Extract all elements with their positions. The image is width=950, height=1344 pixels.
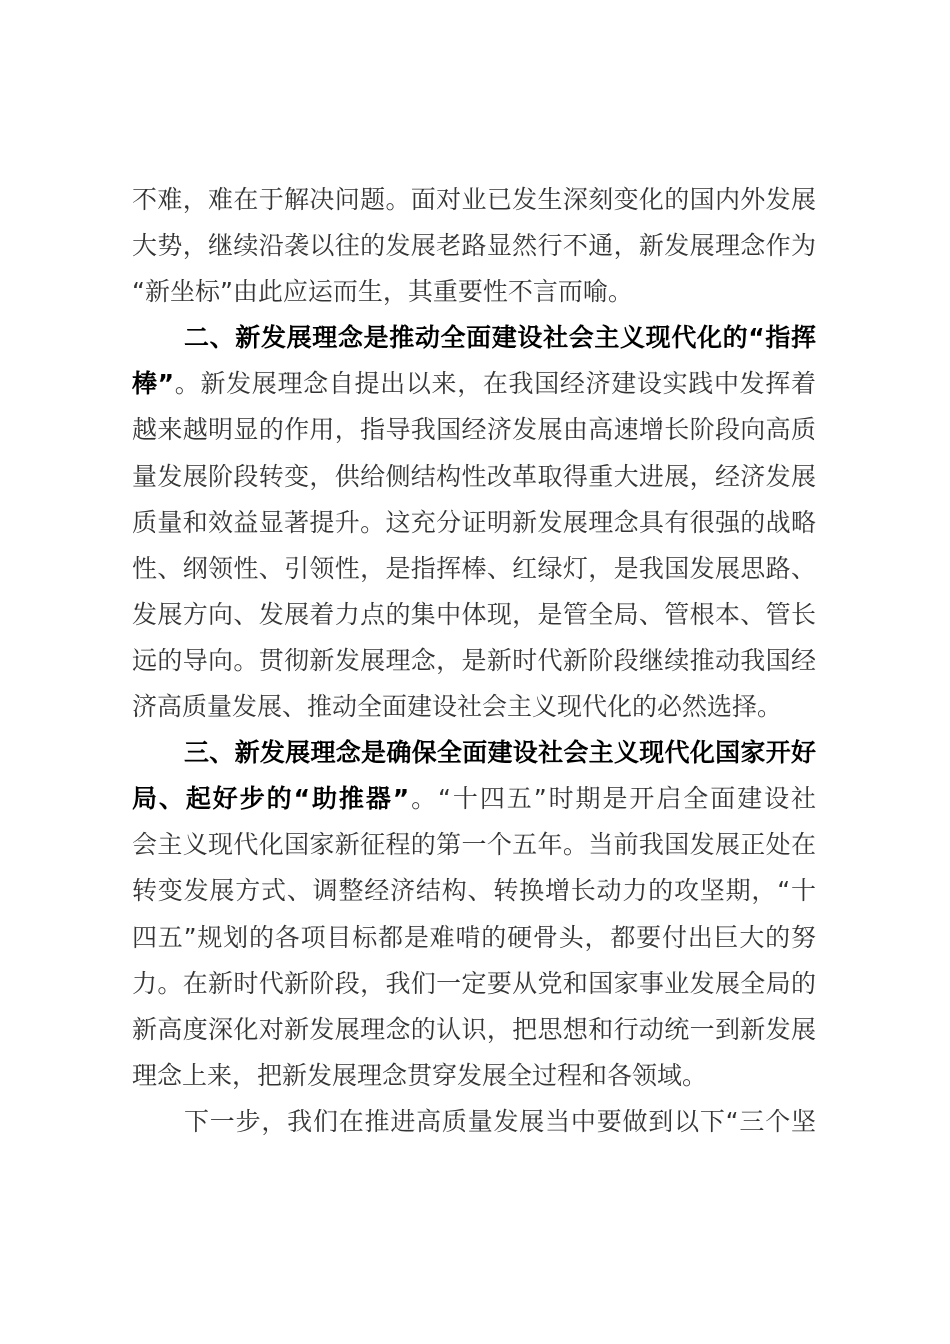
body-text: 大势，继续沿袭以往的发展老路显然行不通，新发展理念作为 xyxy=(132,231,816,261)
text-line xyxy=(132,177,816,223)
body-text: 转变发展方式、调整经济结构、转换增长动力的攻坚期，“十 xyxy=(132,876,816,906)
heading-text: 局、起好步的“助推器” xyxy=(132,784,410,814)
body-text: 四五”规划的各项目标都是难啃的硬骨头，都要付出巨大的努 xyxy=(132,922,816,952)
text-line xyxy=(132,315,816,361)
text-line xyxy=(132,730,816,776)
body-text: 。“十四五”时期是开启全面建设社 xyxy=(409,784,816,814)
body-text: 发展方向、发展着力点的集中体现，是管全局、管根本、管长 xyxy=(132,599,816,629)
body-text: 力。在新时代新阶段，我们一定要从党和国家事业发展全局的 xyxy=(132,968,816,998)
body-text: 不难，难在于解决问题。面对业已发生深刻变化的国内外发展 xyxy=(132,185,816,214)
text-line xyxy=(132,822,816,868)
text-line xyxy=(132,776,816,822)
body-text: “新坐标”由此应运而生，其重要性不言而喻。 xyxy=(132,277,633,307)
text-line xyxy=(132,269,816,315)
text-line xyxy=(132,868,816,914)
heading-text: 二、新发展理念是推动全面建设社会主义现代化的“指挥 xyxy=(184,323,816,353)
text-line xyxy=(132,915,816,961)
body-text: 质量和效益显著提升。这充分证明新发展理念具有很强的战略 xyxy=(132,507,816,537)
text-line xyxy=(132,638,816,684)
text-line xyxy=(132,546,816,592)
document-body xyxy=(132,177,816,1145)
body-text: 理念上来，把新发展理念贯穿发展全过程和各领域。 xyxy=(132,1060,708,1090)
body-text: 远的导向。贯彻新发展理念，是新时代新阶段继续推动我国经 xyxy=(132,645,816,675)
text-line xyxy=(132,961,816,1007)
text-line xyxy=(132,1007,816,1053)
text-line xyxy=(132,223,816,269)
body-text: 越来越明显的作用，指导我国经济发展由高速增长阶段向高质 xyxy=(132,415,816,445)
text-line xyxy=(132,1053,816,1099)
body-text: 。新发展理念自提出以来，在我国经济建设实践中发挥着 xyxy=(174,369,816,399)
text-line xyxy=(132,684,816,730)
text-line xyxy=(132,500,816,546)
text-line xyxy=(132,592,816,638)
text-line xyxy=(132,407,816,453)
body-text: 下一步，我们在推进高质量发展当中要做到以下“三个坚 xyxy=(184,1106,816,1136)
body-text: 性、纲领性、引领性，是指挥棒、红绿灯，是我国发展思路、 xyxy=(132,553,816,583)
heading-text: 棒” xyxy=(132,369,175,399)
body-text: 新高度深化对新发展理念的认识，把思想和行动统一到新发展 xyxy=(132,1014,816,1044)
body-text: 量发展阶段转变，供给侧结构性改革取得重大进展，经济发展 xyxy=(132,461,816,491)
text-line xyxy=(132,1099,816,1145)
body-text: 济高质量发展、推动全面建设社会主义现代化的必然选择。 xyxy=(132,692,783,722)
heading-text: 三、新发展理念是确保全面建设社会主义现代化国家开好 xyxy=(184,738,816,768)
body-text: 会主义现代化国家新征程的第一个五年。当前我国发展正处在 xyxy=(132,830,816,860)
text-line xyxy=(132,361,816,407)
text-line xyxy=(132,454,816,500)
